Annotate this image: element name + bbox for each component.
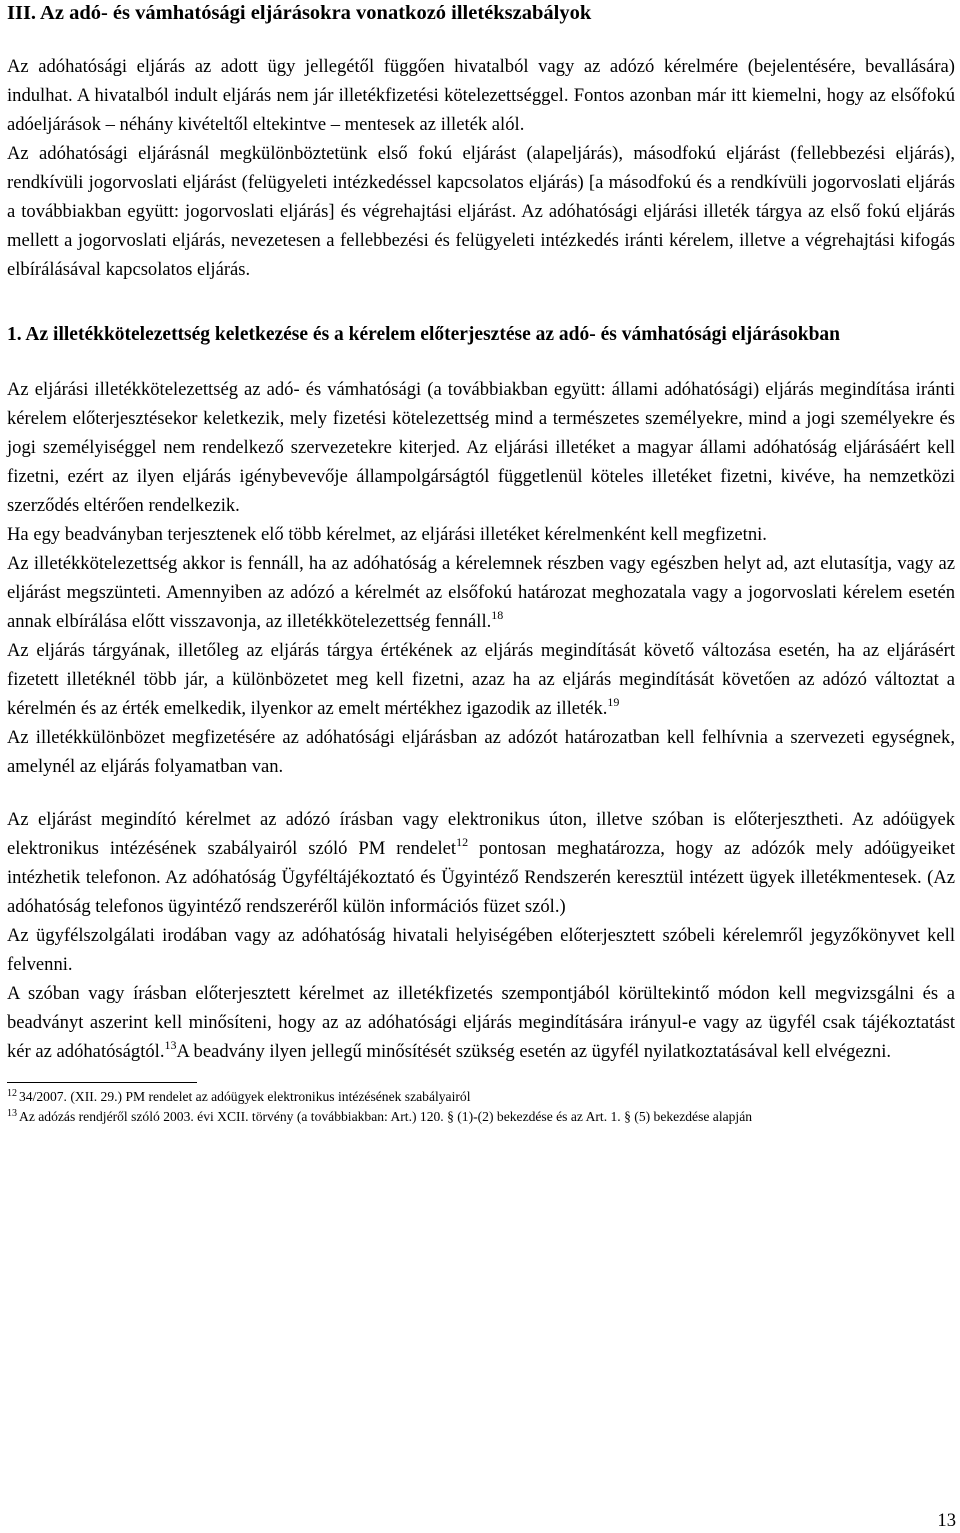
footnotes [7, 1087, 955, 1127]
footnote [7, 1107, 955, 1127]
section-intro [7, 52, 955, 284]
footnote-number: 12 [7, 1088, 17, 1099]
paragraph: Ha egy beadványban terjesztenek elő több kérelmet, az eljárási illetéket kérelmenként kell megfizetni. [7, 524, 767, 545]
paragraph: Az adóhatósági eljárásnál megkülönböztetünk első fokú eljárást (alapeljárás), másodfokú eljárást (fellebbezési eljárás), rendkívüli jogorvoslati eljárást (felügyeleti intézkedéssel kapcsolatos eljárás) [a másodfokú és a rendkívüli jogorvoslati eljárás a továbbiakban együtt: jogorvoslati eljárás] és végrehajtási eljárást. Az adóhatósági eljárási illeték tárgya az első fokú eljárás mellett a jogorvoslati eljárás, nevezetesen a fellebbezési és felügyeleti intézkedés iránti kérelem, illetve a végrehajtási kifogás elbírálásával kapcsolatos eljárás. [7, 143, 955, 280]
paragraph: A szóban vagy írásban előterjesztett kérelmet az illetékfizetés szempontjából körültekintő módon kell megvizsgálni és a beadványt aszerint kell minősíteni, hogy az az adóhatósági eljárás megindítására irányul-e vagy az ügyfél csak tájékoztatást kér az adóhatóságtól.$^{13}$A beadvány ilyen jellegű minősítését szükség esetén az ügyfél nyilatkoztatásával kell elvégezni. [7, 983, 955, 1062]
subsection-heading: 1. Az illetékkötelezettség keletkezése és a kérelem előterjesztése az adó- és vámhatósági eljárásokban [7, 324, 841, 345]
paragraph: Az illetékkötelezettség akkor is fennáll, ha az adóhatóság a kérelemnek részben vagy egészben helyt ad, azt elutasítja, vagy az eljárást megszünteti. Amennyiben az adózó a kérelmét az elsőfokú határozat meghozatala vagy a jogorvoslati kérelem esetén annak elbírálása előtt visszavonja, az illetékkötelezettség fennáll.$^{18}$ [7, 553, 955, 632]
section-heading: III. Az adó- és vámhatósági eljárásokra vonatkozó illetékszabályok [7, 2, 592, 24]
paragraph: Az eljárási illetékkötelezettség az adó- és vámhatósági (a továbbiakban együtt: állami adóhatósági) eljárás megindítása iránti kérelem előterjesztésekor keletkezik, mely fizetési kötelezettség mind a természetes személyekre, mind a jogi személyekre és jogi személyiséggel nem rendelkező szervezetekre kiterjed. Az eljárási illetéket a magyar állami adóhatóság eljárásáért kell fizetni, ezért az ilyen eljárás igénybevevője állampolgárságtól függetlenül köteles illetéket fizetni, kivéve, ha nemzetközi szerződés eltérően rendelkezik. [7, 379, 955, 516]
paragraph: Az illetékkülönbözet megfizetésére az adóhatósági eljárásban az adózót határozatban kell felhívnia a szervezeti egységnek, amelynél az eljárás folyamatban van. [7, 727, 955, 777]
footnote [7, 1087, 955, 1107]
page-content [7, 0, 955, 1127]
paragraph: Az eljárást megindító kérelmet az adózó írásban vagy elektronikus úton, illetve szóban is előterjesztheti. Az adóügyek elektronikus intézésének szabályairól szóló PM rendelet$^{12}$ pontosan meghatározza, hogy az adózók mely adóügyeiket intézhetik telefonon. Az adóhatóság Ügyféltájékoztató és Ügyintéző Rendszerén keresztül intézett ügyek illetékmentesek. (Az adóhatóság telefonos ügyintéző rendszeréről külön információs füzet szól.) [7, 809, 955, 917]
page-number: 13 [937, 1510, 956, 1531]
paragraph: Az eljárás tárgyának, illetőleg az eljárás tárgya értékének az eljárás megindítását követő változása esetén, ha az eljárásért fizetett illetéknél több jár, a különbözetet meg kell fizetni, azaz ha az eljárás megindítását követően az adózó változtat a kérelmén és az érték emelkedik, ilyenkor az emelt mértékhez igazodik az illeték.$^{19}$ [7, 640, 955, 719]
subsection-body-a [7, 375, 955, 781]
footnote-reference: 18 [491, 608, 504, 622]
footnote-reference: 19 [607, 695, 620, 709]
footnote-text: Az adózás rendjéről szóló 2003. évi XCII. törvény (a továbbiakban: Art.) 120. § (1)-(2) bekezdése és az Art. 1. § (5) bekezdése alapján [19, 1109, 753, 1124]
footnote-divider [7, 1082, 197, 1083]
footnote-reference: 13 [164, 1038, 177, 1052]
footnote-reference: 12 [456, 835, 469, 849]
paragraph: Az ügyfélszolgálati irodában vagy az adóhatóság hivatali helyiségében előterjesztett szóbeli kérelemről jegyzőkönyvet kell felvenni. [7, 925, 955, 975]
footnote-number: 13 [7, 1108, 17, 1119]
footnote-text: 34/2007. (XII. 29.) PM rendelet az adóügyek elektronikus intézésének szabályairól [19, 1089, 471, 1104]
paragraph: Az adóhatósági eljárás az adott ügy jellegétől függően hivatalból vagy az adózó kérelmére (bejelentésére, bevallására) indulhat. A hivatalból indult eljárás nem jár illetékfizetési kötelezettséggel. Fontos azonban már itt kiemelni, hogy az elsőfokú adóeljárások – néhány kivételtől eltekintve – mentesek az illeték alól. [7, 56, 955, 135]
subsection-body-b [7, 805, 955, 1066]
